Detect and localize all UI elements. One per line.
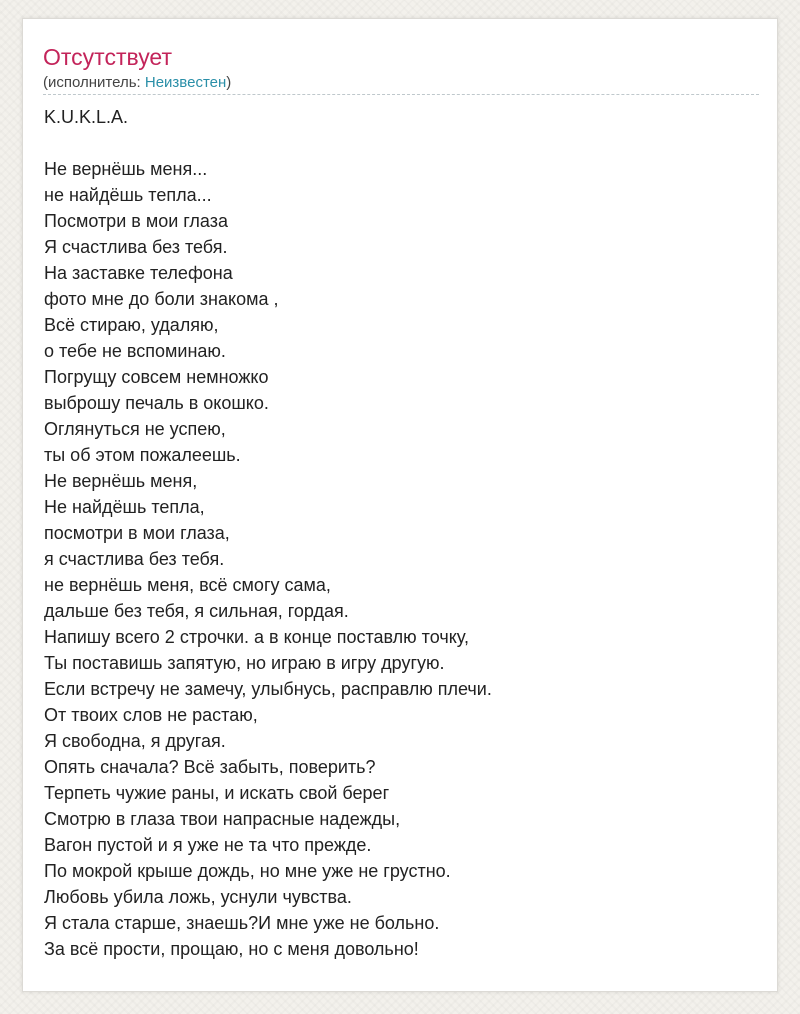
artist-suffix: ) [226,74,232,91]
blank-line [44,130,760,156]
lyric-line: Ты поставишь запятую, но играю в игру другую. [44,653,445,673]
lyric-line: Не найдёшь тепла, [44,497,205,517]
lyric-lines [44,156,760,962]
lyric-line: Я счастлива без тебя. [44,237,228,257]
lyric-line: Любовь убила ложь, уснули чувства. [44,887,352,907]
lyric-line: посмотри в мои глаза, [44,523,230,543]
lyric-line: Смотрю в глаза твои напрасные надежды, [44,809,401,829]
song-title: Отсутствует [43,44,172,70]
lyric-line: Терпеть чужие раны, и искать свой берег [44,783,390,803]
lyric-line: Я свободна, я другая. [44,731,226,751]
lyric-line: дальше без тебя, я сильная, гордая. [44,601,349,621]
lyric-line: фото мне до боли знакома , [44,289,279,309]
lyric-line: Погрущу совсем немножко [44,367,269,387]
lyric-line: Всё стираю, удаляю, [44,315,219,335]
lyric-line: Посмотри в мои глаза [44,211,228,231]
lyric-line: Не вернёшь меня... [44,159,208,179]
lyric-line: Я стала старше, знаешь?И мне уже не больно. [44,913,440,933]
lyric-line: За всё прости, прощаю, но с меня довольно! [44,939,419,959]
lyrics-card [22,18,778,992]
lyric-line: На заставке телефона [44,263,233,283]
lyric-line: о тебе не вспоминаю. [44,341,226,361]
lyric-line: я счастлива без тебя. [44,549,225,569]
divider [43,94,759,95]
lyric-line: ты об этом пожалеешь. [44,445,241,465]
lyric-line: От твоих слов не растаю, [44,705,258,725]
lyric-line: Если встречу не замечу, улыбнусь, расправлю плечи. [44,679,492,699]
lyric-line: Вагон пустой и я уже не та что прежде. [44,835,372,855]
lyric-line: Оглянуться не успею, [44,419,226,439]
lyric-line: По мокрой крыше дождь, но мне уже не грустно. [44,861,451,881]
lyric-line: выброшу печаль в окошко. [44,393,269,413]
lyric-line: не найдёшь тепла... [44,185,212,205]
lyric-line: не вернёшь меня, всё смогу сама, [44,575,331,595]
artist-prefix: (исполнитель: [43,74,145,91]
lyrics-text [44,104,760,962]
lyrics-heading: K.U.K.L.A. [44,107,129,127]
lyric-line: Опять сначала? Всё забыть, поверить? [44,757,376,777]
lyric-line: Не вернёшь меня, [44,471,198,491]
lyric-line: Напишу всего 2 строчки. а в конце поставлю точку, [44,627,469,647]
artist-line [43,74,231,92]
artist-link[interactable]: Неизвестен [144,74,227,91]
